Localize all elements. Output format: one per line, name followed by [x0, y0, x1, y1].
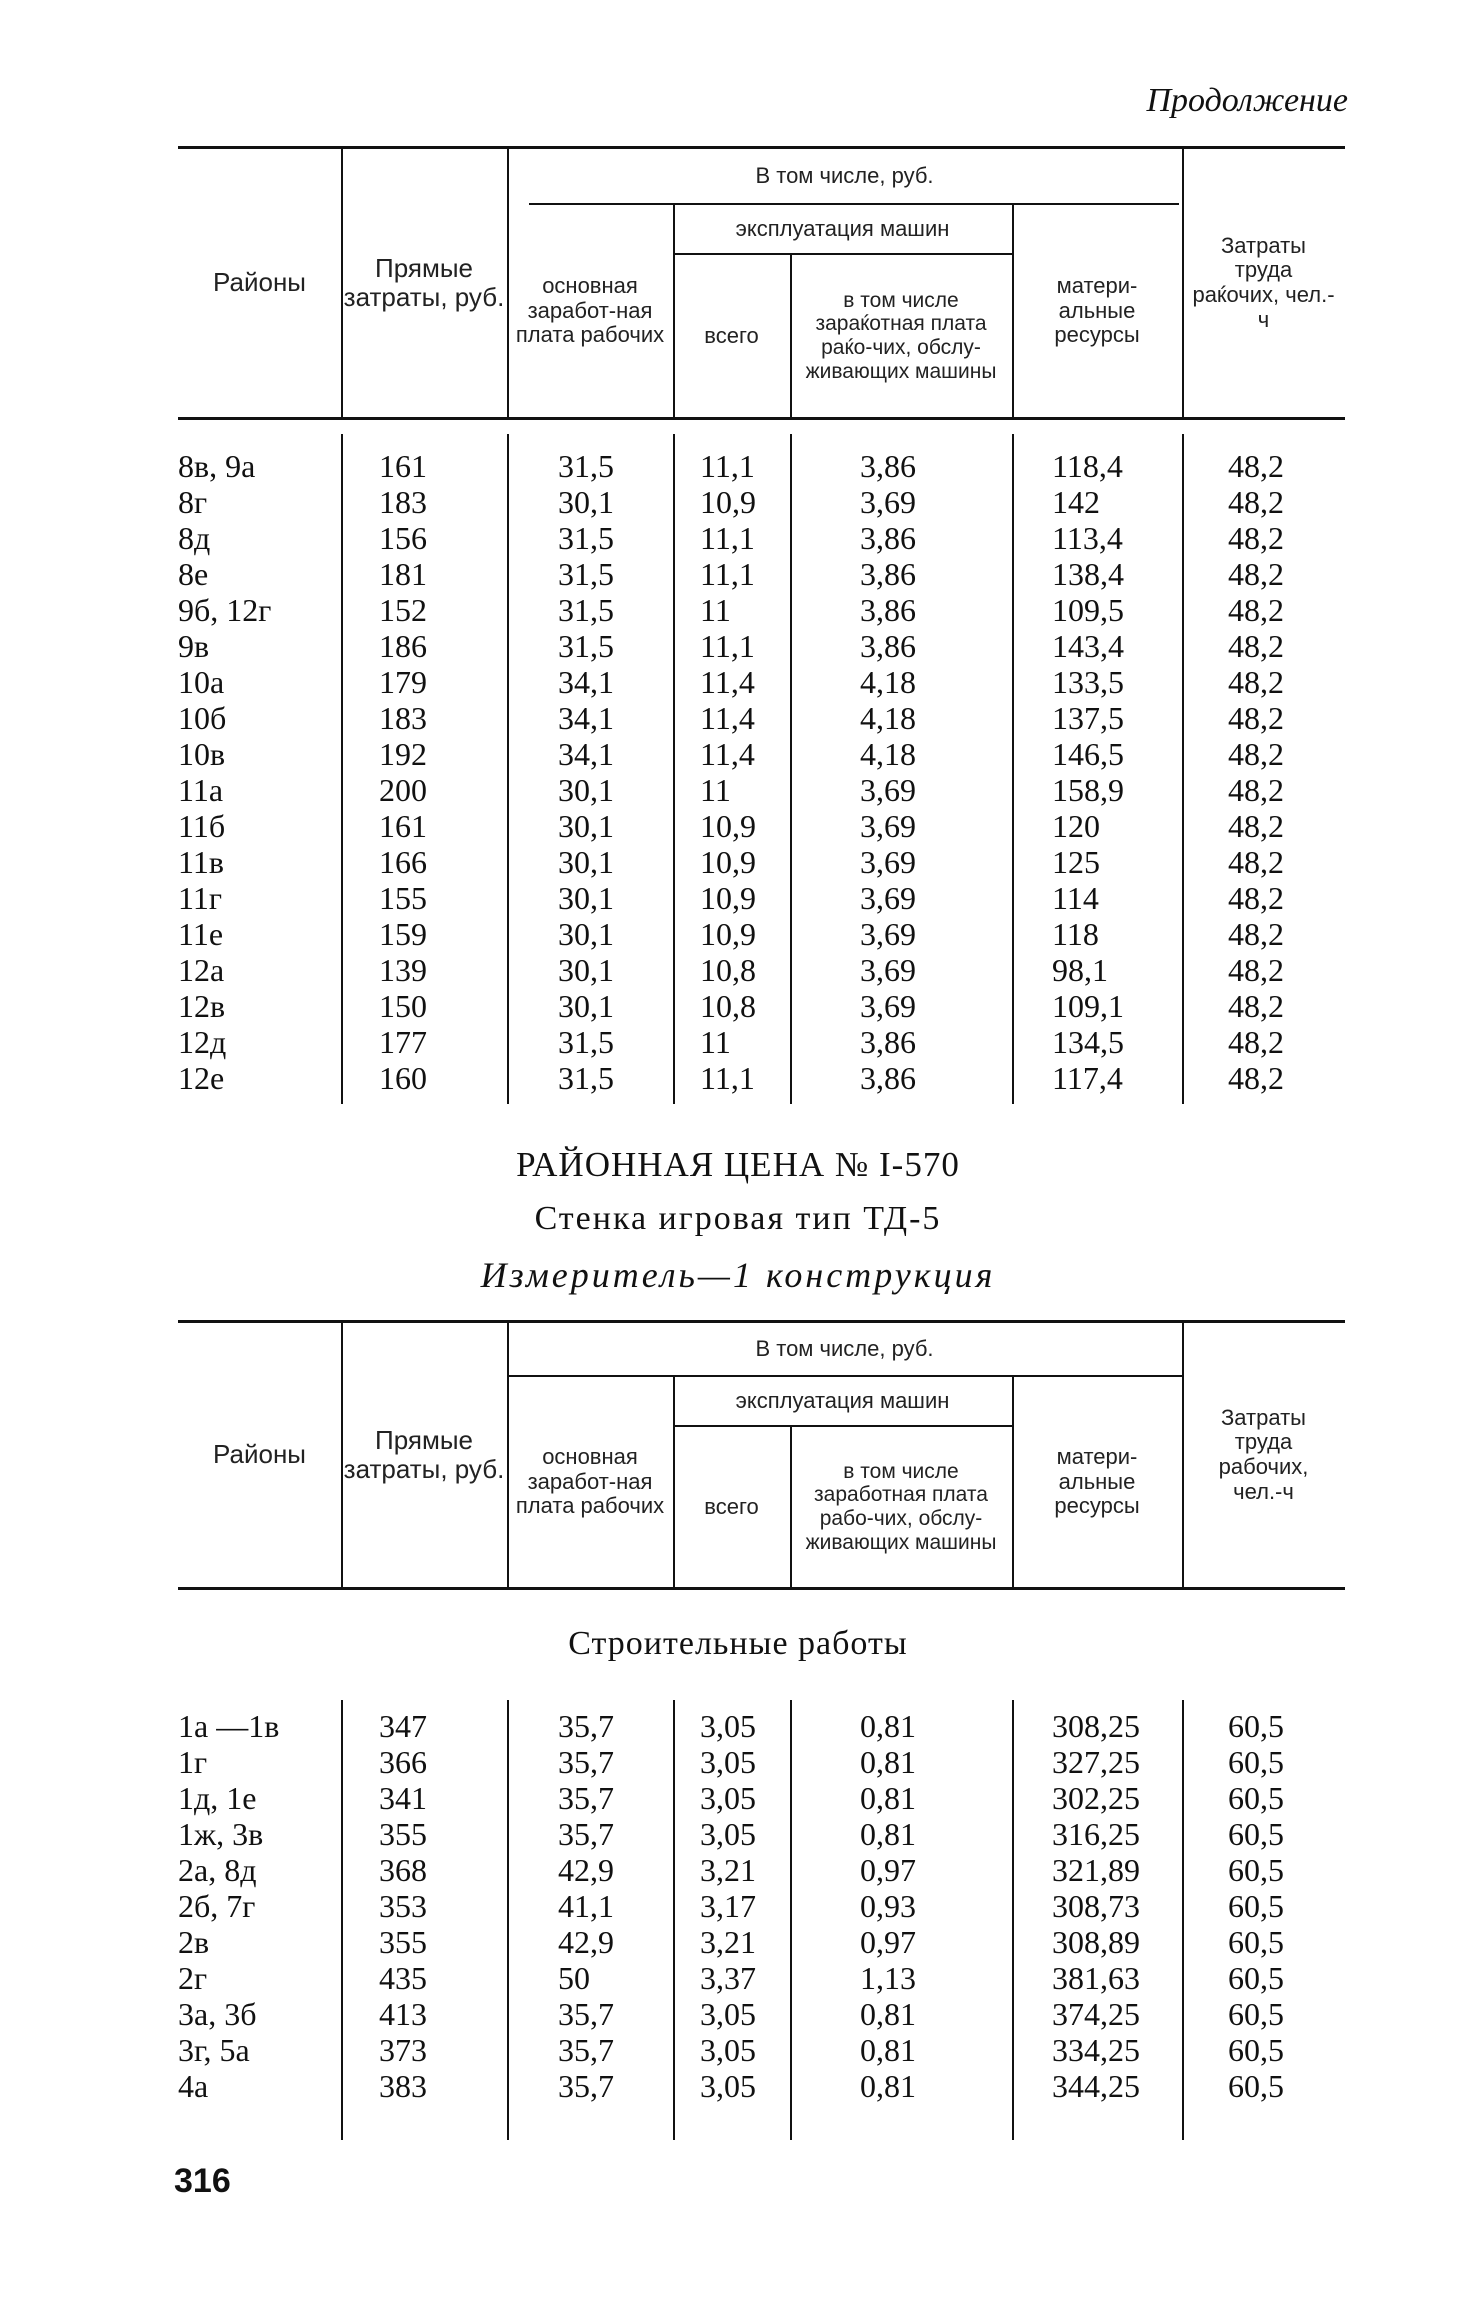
cell-district: 11б: [178, 808, 226, 844]
cell-direct-costs: 355: [379, 1924, 427, 1960]
cell-machine-wages: 3,69: [860, 880, 916, 916]
cell-materials: 334,25: [1052, 2032, 1140, 2068]
table-row: [178, 1060, 1345, 1096]
table-row: [178, 988, 1345, 1024]
table-2-header: [178, 1320, 1345, 1590]
col-rayony: Районы: [213, 267, 306, 298]
cell-materials: 321,89: [1052, 1852, 1140, 1888]
col-basic-wages: основная заработ-ная плата рабочих: [515, 273, 665, 348]
cell-materials: 316,25: [1052, 1816, 1140, 1852]
cell-machine-wages: 0,81: [860, 2068, 916, 2104]
cell-machine-total: 3,37: [700, 1960, 756, 1996]
cell-basic-wages: 35,7: [558, 1744, 614, 1780]
cell-machine-total: 3,05: [700, 1996, 756, 2032]
cell-basic-wages: 30,1: [558, 952, 614, 988]
cell-labor: 48,2: [1228, 556, 1284, 592]
cell-basic-wages: 31,5: [558, 592, 614, 628]
cell-basic-wages: 42,9: [558, 1852, 614, 1888]
cell-materials: 327,25: [1052, 1744, 1140, 1780]
cell-labor: 48,2: [1228, 700, 1284, 736]
cell-district: 12а: [178, 952, 225, 988]
cell-machine-total: 10,9: [700, 484, 756, 520]
cell-machine-total: 11,4: [700, 700, 755, 736]
table-row: [178, 628, 1345, 664]
col-material-resources: матери-альные ресурсы: [1054, 1444, 1140, 1519]
table-row: [178, 2032, 1345, 2068]
cell-materials: 98,1: [1052, 952, 1108, 988]
cell-district: 1д, 1е: [178, 1780, 257, 1816]
cell-machine-wages: 3,69: [860, 952, 916, 988]
cell-direct-costs: 161: [379, 808, 427, 844]
cell-direct-costs: 355: [379, 1816, 427, 1852]
cell-direct-costs: 177: [379, 1024, 427, 1060]
continuation-label: Продолжение: [1146, 82, 1348, 119]
cell-district: 11г: [178, 880, 222, 916]
cell-machine-total: 3,05: [700, 1780, 756, 1816]
cell-district: 10б: [178, 700, 227, 736]
cell-basic-wages: 31,5: [558, 448, 614, 484]
cell-basic-wages: 30,1: [558, 988, 614, 1024]
cell-labor: 48,2: [1228, 736, 1284, 772]
cell-basic-wages: 30,1: [558, 484, 614, 520]
cell-district: 3а, 3б: [178, 1996, 257, 2032]
col-labor-costs: Затраты труда раќочих, чел.-ч: [1192, 232, 1335, 332]
cell-machine-wages: 3,69: [860, 988, 916, 1024]
table-row: [178, 952, 1345, 988]
cell-district: 4а: [178, 2068, 209, 2104]
col-direct-costs: Прямые затраты, руб.: [343, 252, 505, 312]
table-row: [178, 844, 1345, 880]
cell-labor: 60,5: [1228, 1852, 1284, 1888]
table-row: [178, 2068, 1345, 2104]
cell-direct-costs: 155: [379, 880, 427, 916]
table-row: [178, 1816, 1345, 1852]
table-1-body: [178, 420, 1345, 1105]
cell-materials: 344,25: [1052, 2068, 1140, 2104]
cell-materials: 114: [1052, 880, 1099, 916]
cell-district: 12д: [178, 1024, 227, 1060]
table-2: [178, 1320, 1345, 1590]
cell-district: 8е: [178, 556, 209, 592]
col-machine-operation: эксплуатация машин: [735, 215, 950, 241]
cell-labor: 48,2: [1228, 520, 1284, 556]
cell-basic-wages: 30,1: [558, 808, 614, 844]
table-2-body: [178, 1700, 1345, 2140]
cell-materials: 117,4: [1052, 1060, 1123, 1096]
cell-materials: 142: [1052, 484, 1100, 520]
cell-basic-wages: 35,7: [558, 1708, 614, 1744]
cell-machine-wages: 0,81: [860, 1780, 916, 1816]
cell-machine-wages: 3,86: [860, 628, 916, 664]
cell-labor: 48,2: [1228, 1024, 1284, 1060]
table-row: [178, 448, 1345, 484]
cell-labor: 60,5: [1228, 1924, 1284, 1960]
cell-materials: 374,25: [1052, 1996, 1140, 2032]
table-row: [178, 1996, 1345, 2032]
cell-machine-wages: 0,81: [860, 1816, 916, 1852]
cell-machine-wages: 3,86: [860, 448, 916, 484]
cell-materials: 109,5: [1052, 592, 1124, 628]
cell-materials: 118,4: [1052, 448, 1123, 484]
cell-district: 1ж, 3в: [178, 1816, 264, 1852]
cell-direct-costs: 156: [379, 520, 427, 556]
cell-direct-costs: 366: [379, 1744, 427, 1780]
cell-labor: 60,5: [1228, 1816, 1284, 1852]
cell-district: 2а, 8д: [178, 1852, 257, 1888]
cell-machine-wages: 3,86: [860, 556, 916, 592]
cell-basic-wages: 34,1: [558, 664, 614, 700]
cell-machine-total: 11: [700, 1024, 731, 1060]
cell-basic-wages: 50: [558, 1960, 590, 1996]
cell-labor: 60,5: [1228, 1780, 1284, 1816]
cell-materials: 133,5: [1052, 664, 1124, 700]
cell-labor: 48,2: [1228, 952, 1284, 988]
table-row: [178, 664, 1345, 700]
cell-basic-wages: 31,5: [558, 1024, 614, 1060]
cell-machine-wages: 0,81: [860, 1996, 916, 2032]
cell-labor: 48,2: [1228, 448, 1284, 484]
col-total: всего: [704, 322, 759, 348]
table-row: [178, 700, 1345, 736]
cell-machine-total: 10,9: [700, 808, 756, 844]
cell-labor: 48,2: [1228, 808, 1284, 844]
cell-machine-wages: 0,81: [860, 1708, 916, 1744]
cell-direct-costs: 347: [379, 1708, 427, 1744]
cell-labor: 48,2: [1228, 664, 1284, 700]
cell-direct-costs: 383: [379, 2068, 427, 2104]
cell-direct-costs: 183: [379, 700, 427, 736]
col-rayony: Районы: [213, 1439, 306, 1470]
cell-materials: 302,25: [1052, 1780, 1140, 1816]
cell-district: 11а: [178, 772, 224, 808]
col-direct-costs: Прямые затраты, руб.: [343, 1424, 505, 1484]
cell-labor: 48,2: [1228, 772, 1284, 808]
cell-direct-costs: 181: [379, 556, 427, 592]
table-row: [178, 1960, 1345, 1996]
table-row: [178, 1924, 1345, 1960]
cell-district: 8д: [178, 520, 211, 556]
cell-district: 9в: [178, 628, 210, 664]
col-including: В том числе, руб.: [755, 1335, 934, 1361]
cell-materials: 143,4: [1052, 628, 1124, 664]
cell-machine-wages: 3,69: [860, 484, 916, 520]
cell-machine-wages: 3,86: [860, 1060, 916, 1096]
cell-direct-costs: 161: [379, 448, 427, 484]
table-row: [178, 808, 1345, 844]
cell-district: 10а: [178, 664, 225, 700]
cell-machine-total: 11,4: [700, 736, 755, 772]
cell-machine-wages: 3,69: [860, 916, 916, 952]
cell-machine-wages: 0,81: [860, 2032, 916, 2068]
cell-materials: 120: [1052, 808, 1100, 844]
cell-district: 3г, 5а: [178, 2032, 250, 2068]
cell-basic-wages: 35,7: [558, 1816, 614, 1852]
col-labor-costs: Затраты труда рабочих, чел.-ч: [1218, 1404, 1309, 1504]
col-machine-wages: в том числе зараќотная плата раќо-чих, обслу-живающих машины: [805, 288, 997, 383]
cell-materials: 113,4: [1052, 520, 1123, 556]
table-row: [178, 592, 1345, 628]
cell-direct-costs: 413: [379, 1996, 427, 2032]
cell-basic-wages: 30,1: [558, 916, 614, 952]
cell-basic-wages: 34,1: [558, 736, 614, 772]
cell-machine-wages: 3,69: [860, 772, 916, 808]
cell-materials: 158,9: [1052, 772, 1124, 808]
cell-labor: 48,2: [1228, 484, 1284, 520]
cell-machine-wages: 3,86: [860, 592, 916, 628]
cell-direct-costs: 152: [379, 592, 427, 628]
cell-district: 8в, 9а: [178, 448, 256, 484]
cell-basic-wages: 30,1: [558, 844, 614, 880]
table-1: [178, 146, 1345, 1105]
cell-materials: 308,25: [1052, 1708, 1140, 1744]
cell-machine-total: 11,1: [700, 1060, 755, 1096]
table-row: [178, 1780, 1345, 1816]
cell-district: 10в: [178, 736, 226, 772]
measure-unit: Измеритель—1 конструкция: [480, 1255, 996, 1295]
cell-district: 11в: [178, 844, 224, 880]
cell-direct-costs: 186: [379, 628, 427, 664]
cell-machine-wages: 0,81: [860, 1744, 916, 1780]
cell-machine-wages: 3,86: [860, 1024, 916, 1060]
cell-district: 8г: [178, 484, 208, 520]
cell-machine-wages: 3,86: [860, 520, 916, 556]
cell-labor: 60,5: [1228, 2068, 1284, 2104]
cell-direct-costs: 166: [379, 844, 427, 880]
cell-machine-wages: 0,93: [860, 1888, 916, 1924]
cell-labor: 48,2: [1228, 1060, 1284, 1096]
cell-direct-costs: 373: [379, 2032, 427, 2068]
cell-labor: 60,5: [1228, 1996, 1284, 2032]
cell-machine-wages: 3,69: [860, 808, 916, 844]
cell-materials: 118: [1052, 916, 1099, 952]
section-title: Строительные работы: [568, 1625, 908, 1662]
cell-district: 11е: [178, 916, 224, 952]
table-row: [178, 772, 1345, 808]
cell-direct-costs: 139: [379, 952, 427, 988]
cell-basic-wages: 30,1: [558, 772, 614, 808]
cell-direct-costs: 353: [379, 1888, 427, 1924]
cell-district: 2г: [178, 1960, 208, 1996]
cell-machine-total: 11,1: [700, 628, 755, 664]
cell-direct-costs: 368: [379, 1852, 427, 1888]
cell-labor: 60,5: [1228, 1960, 1284, 1996]
cell-labor: 48,2: [1228, 844, 1284, 880]
cell-materials: 125: [1052, 844, 1100, 880]
cell-machine-total: 3,05: [700, 1744, 756, 1780]
cell-machine-total: 11: [700, 772, 731, 808]
cell-machine-total: 11: [700, 592, 731, 628]
cell-machine-wages: 0,97: [860, 1924, 916, 1960]
cell-labor: 60,5: [1228, 1888, 1284, 1924]
item-title: Стенка игровая тип ТД-5: [534, 1200, 942, 1237]
cell-district: 1а —1в: [178, 1708, 280, 1744]
cell-machine-total: 3,05: [700, 1816, 756, 1852]
table-row: [178, 1888, 1345, 1924]
cell-machine-wages: 4,18: [860, 700, 916, 736]
cell-labor: 48,2: [1228, 628, 1284, 664]
cell-basic-wages: 35,7: [558, 2068, 614, 2104]
cell-materials: 381,63: [1052, 1960, 1140, 1996]
cell-basic-wages: 35,7: [558, 1996, 614, 2032]
cell-district: 2б, 7г: [178, 1888, 256, 1924]
table-row: [178, 916, 1345, 952]
cell-materials: 146,5: [1052, 736, 1124, 772]
cell-basic-wages: 42,9: [558, 1924, 614, 1960]
table-row: [178, 1852, 1345, 1888]
cell-machine-total: 11,1: [700, 556, 755, 592]
col-total: всего: [704, 1493, 759, 1519]
cell-direct-costs: 435: [379, 1960, 427, 1996]
cell-labor: 48,2: [1228, 592, 1284, 628]
cell-district: 1г: [178, 1744, 208, 1780]
cell-labor: 48,2: [1228, 916, 1284, 952]
cell-basic-wages: 31,5: [558, 520, 614, 556]
cell-machine-total: 11,1: [700, 520, 755, 556]
cell-machine-total: 11,1: [700, 448, 755, 484]
cell-machine-wages: 1,13: [860, 1960, 916, 1996]
cell-basic-wages: 35,7: [558, 2032, 614, 2068]
cell-basic-wages: 31,5: [558, 556, 614, 592]
cell-machine-total: 11,4: [700, 664, 755, 700]
cell-district: 2в: [178, 1924, 210, 1960]
table-row: [178, 484, 1345, 520]
cell-labor: 60,5: [1228, 1708, 1284, 1744]
cell-basic-wages: 31,5: [558, 628, 614, 664]
table-row: [178, 520, 1345, 556]
cell-direct-costs: 150: [379, 988, 427, 1024]
table-row: [178, 1744, 1345, 1780]
cell-materials: 138,4: [1052, 556, 1124, 592]
cell-machine-total: 10,8: [700, 988, 756, 1024]
cell-materials: 308,73: [1052, 1888, 1140, 1924]
table-row: [178, 556, 1345, 592]
cell-machine-total: 10,9: [700, 880, 756, 916]
cell-direct-costs: 160: [379, 1060, 427, 1096]
cell-materials: 134,5: [1052, 1024, 1124, 1060]
cell-machine-total: 10,9: [700, 844, 756, 880]
col-machine-wages: в том числе заработная плата рабо-чих, обслу-живающих машины: [805, 1459, 997, 1554]
table-2-body-wrap: [178, 1700, 1345, 2140]
table-row: [178, 736, 1345, 772]
cell-direct-costs: 183: [379, 484, 427, 520]
col-basic-wages: основная заработ-ная плата рабочих: [515, 1444, 665, 1519]
cell-district: 12в: [178, 988, 226, 1024]
cell-machine-wages: 4,18: [860, 664, 916, 700]
cell-direct-costs: 192: [379, 736, 427, 772]
cell-materials: 308,89: [1052, 1924, 1140, 1960]
cell-machine-wages: 0,97: [860, 1852, 916, 1888]
cell-machine-wages: 3,69: [860, 844, 916, 880]
cell-direct-costs: 341: [379, 1780, 427, 1816]
table-row: [178, 1708, 1345, 1744]
cell-materials: 137,5: [1052, 700, 1124, 736]
cell-basic-wages: 31,5: [558, 1060, 614, 1096]
col-material-resources: матери-альные ресурсы: [1054, 273, 1140, 348]
cell-machine-total: 3,17: [700, 1888, 756, 1924]
cell-labor: 60,5: [1228, 2032, 1284, 2068]
col-including: В том числе, руб.: [755, 162, 934, 188]
cell-basic-wages: 30,1: [558, 880, 614, 916]
table-row: [178, 880, 1345, 916]
cell-labor: 48,2: [1228, 880, 1284, 916]
cell-machine-total: 3,05: [700, 2032, 756, 2068]
cell-machine-total: 3,21: [700, 1924, 756, 1960]
col-machine-operation: эксплуатация машин: [735, 1387, 950, 1413]
cell-direct-costs: 159: [379, 916, 427, 952]
cell-district: 12е: [178, 1060, 225, 1096]
cell-machine-total: 3,21: [700, 1852, 756, 1888]
cell-machine-wages: 4,18: [860, 736, 916, 772]
cell-machine-total: 3,05: [700, 2068, 756, 2104]
table-row: [178, 1024, 1345, 1060]
cell-basic-wages: 41,1: [558, 1888, 614, 1924]
cell-basic-wages: 34,1: [558, 700, 614, 736]
cell-machine-total: 10,9: [700, 916, 756, 952]
cell-labor: 60,5: [1228, 1744, 1284, 1780]
cell-machine-total: 10,8: [700, 952, 756, 988]
cell-district: 9б, 12г: [178, 592, 272, 628]
table-1-header: [178, 146, 1345, 420]
cell-materials: 109,1: [1052, 988, 1124, 1024]
cell-direct-costs: 200: [379, 772, 427, 808]
cell-direct-costs: 179: [379, 664, 427, 700]
cell-basic-wages: 35,7: [558, 1780, 614, 1816]
cell-machine-total: 3,05: [700, 1708, 756, 1744]
price-title: РАЙОННАЯ ЦЕНА № I-570: [516, 1145, 960, 1184]
cell-labor: 48,2: [1228, 988, 1284, 1024]
page-number: 316: [174, 2162, 231, 2200]
